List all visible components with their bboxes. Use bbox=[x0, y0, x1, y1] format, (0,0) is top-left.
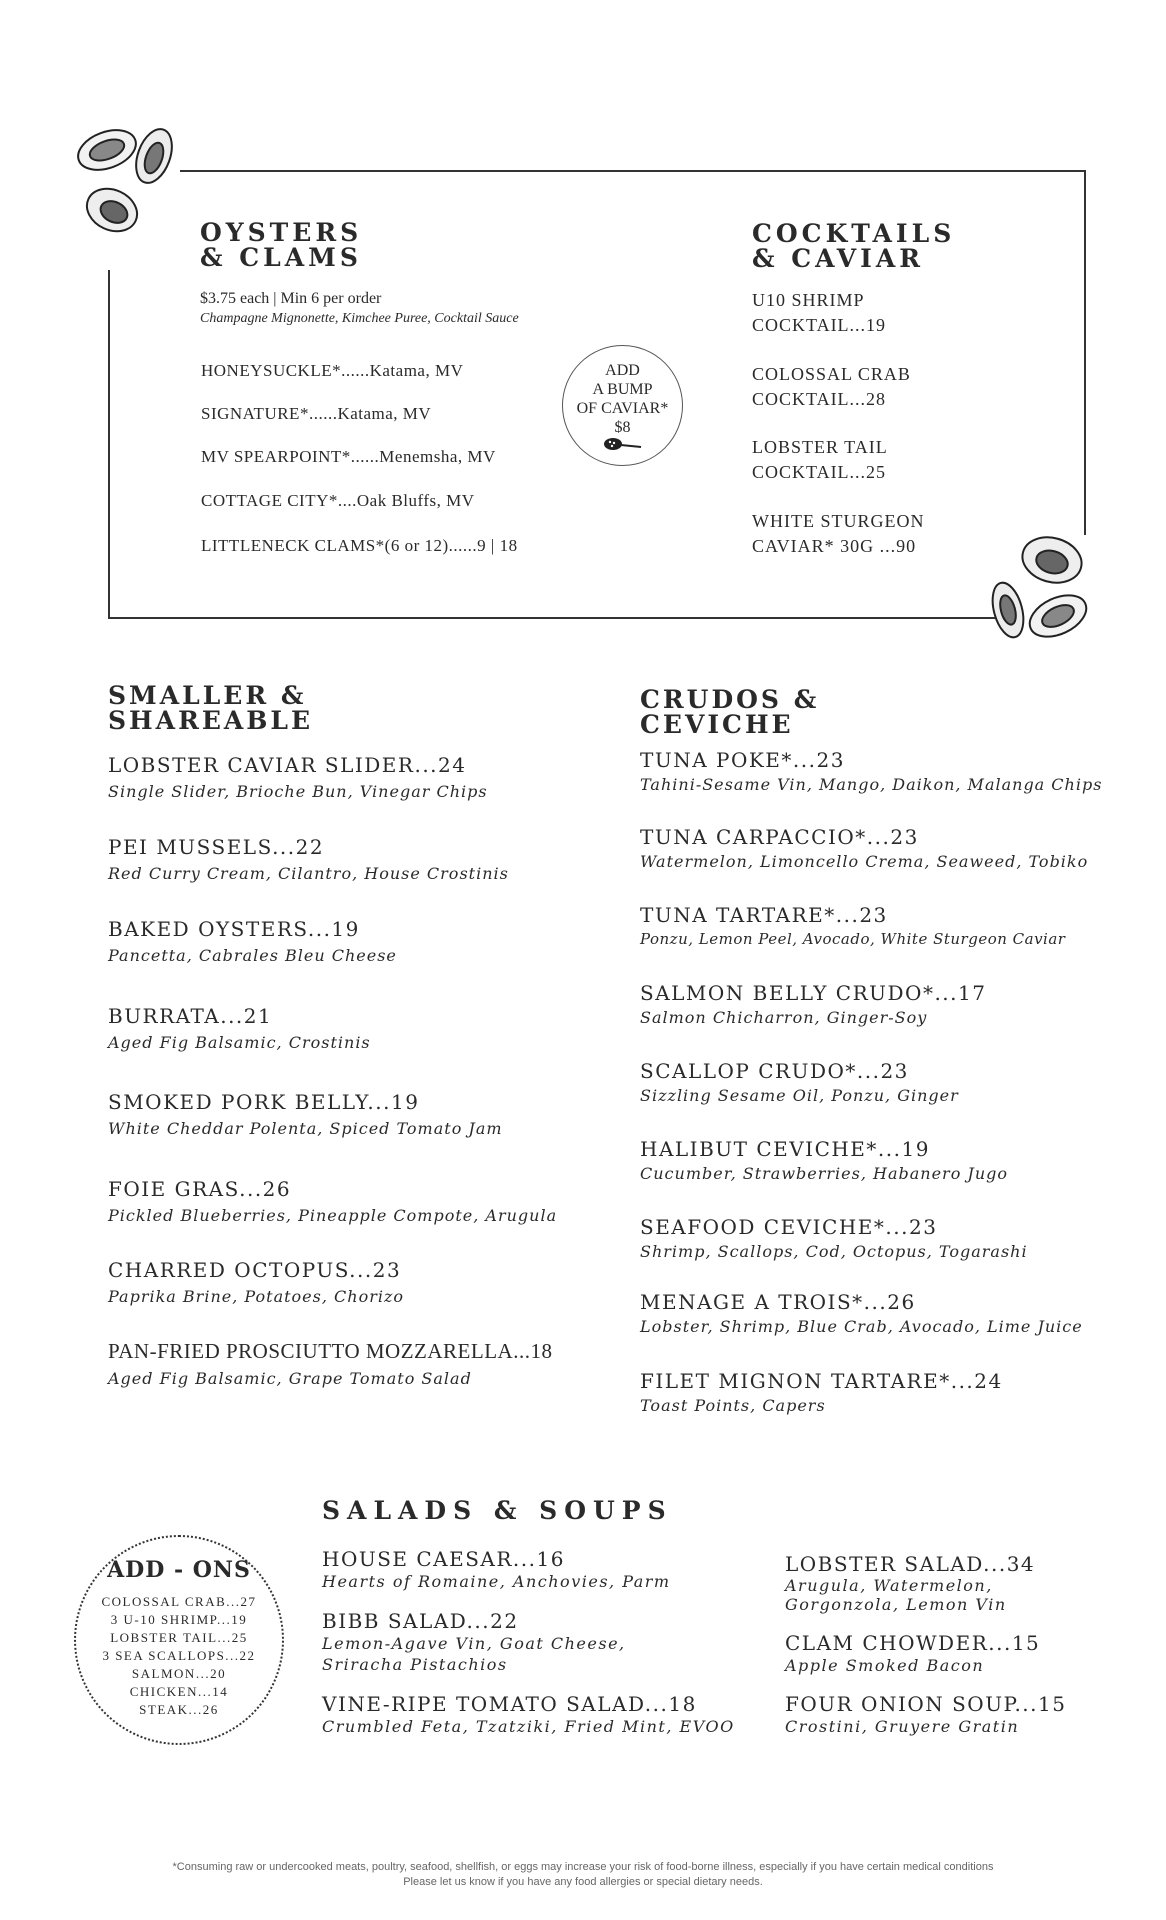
addon-item: SALMON...20 bbox=[131, 1666, 227, 1681]
dish-description: Toast Points, Capers bbox=[640, 1396, 826, 1415]
dish-description: Pickled Blueberries, Pineapple Compote, Arugula bbox=[108, 1206, 558, 1225]
oyster-item: HONEYSUCKLE*......Katama, MV bbox=[201, 361, 464, 380]
crudos-item bbox=[640, 1137, 1008, 1183]
crudos-item bbox=[640, 981, 986, 1027]
crudos-item bbox=[640, 1215, 1028, 1261]
crudos-title-line2: CEVICHE bbox=[640, 710, 794, 739]
addon-item: 3 SEA SCALLOPS...22 bbox=[102, 1648, 256, 1663]
dish-name: FOUR ONION SOUP...15 bbox=[785, 1692, 1067, 1716]
crudos-item bbox=[640, 1059, 959, 1105]
caviar-bump-price: $8 bbox=[614, 419, 631, 436]
dish-name: BAKED OYSTERS...19 bbox=[108, 917, 360, 941]
addons-list bbox=[76, 1593, 282, 1719]
smaller-item bbox=[108, 917, 397, 965]
dish-name: VINE-RIPE TOMATO SALAD...18 bbox=[322, 1692, 697, 1716]
dish-description: Salmon Chicharron, Ginger-Soy bbox=[640, 1008, 928, 1027]
oysters-section-title bbox=[200, 220, 362, 270]
smaller-item bbox=[108, 1090, 503, 1138]
salad-item bbox=[785, 1631, 1040, 1676]
salad-item bbox=[322, 1692, 735, 1737]
caviar-bump-badge bbox=[562, 345, 683, 466]
dish-description: Hearts of Romaine, Anchovies, Parm bbox=[322, 1572, 671, 1591]
oysters-title-line2: & CLAMS bbox=[200, 243, 362, 272]
smaller-title-line2: SHAREABLE bbox=[108, 706, 314, 735]
oyster-shells-icon bbox=[986, 528, 1096, 648]
dish-name: PAN-FRIED PROSCIUTTO MOZZARELLA...18 bbox=[108, 1339, 553, 1363]
cocktails-title-line2: & CAVIAR bbox=[752, 244, 925, 273]
dish-name: TUNA CARPACCIO*...23 bbox=[640, 825, 919, 849]
oysters-title-line1: OYSTERS bbox=[200, 218, 363, 247]
crudos-item bbox=[640, 825, 1088, 871]
oyster-shells-icon bbox=[72, 122, 182, 242]
dish-description: Paprika Brine, Potatoes, Chorizo bbox=[108, 1287, 405, 1306]
oyster-item: MV SPEARPOINT*......Menemsha, MV bbox=[201, 447, 496, 466]
smaller-item bbox=[108, 753, 488, 801]
crudos-title-line1: CRUDOS & bbox=[640, 685, 820, 714]
addon-item: 3 U-10 SHRIMP...19 bbox=[110, 1612, 248, 1627]
dish-name: SALMON BELLY CRUDO*...17 bbox=[640, 981, 987, 1005]
cocktails-section-title bbox=[752, 221, 955, 271]
smaller-title-line1: SMALLER & bbox=[108, 681, 307, 710]
oysters-sauces: Champagne Mignonette, Kimchee Puree, Cocktail Sauce bbox=[200, 311, 519, 326]
addon-item: STEAK...26 bbox=[139, 1702, 219, 1717]
dish-name: SCALLOP CRUDO*...23 bbox=[640, 1059, 909, 1083]
dish-name: SEAFOOD CEVICHE*...23 bbox=[640, 1215, 938, 1239]
smaller-item bbox=[108, 1177, 557, 1225]
dish-description: Red Curry Cream, Cilantro, House Crostinis bbox=[108, 864, 509, 883]
dish-name: CLAM CHOWDER...15 bbox=[785, 1631, 1041, 1655]
dish-name: FOIE GRAS...26 bbox=[108, 1177, 292, 1201]
cocktail-item-line2: COCKTAIL...25 bbox=[752, 462, 887, 482]
crudos-item bbox=[640, 903, 1065, 948]
smaller-item bbox=[108, 1339, 552, 1388]
addon-item: LOBSTER TAIL...25 bbox=[110, 1630, 248, 1645]
salads-section-title: SALADS & SOUPS bbox=[322, 1496, 673, 1525]
cocktail-item-line1: WHITE STURGEON bbox=[752, 511, 925, 531]
dish-description: Tahini-Sesame Vin, Mango, Daikon, Malanga Chips bbox=[640, 775, 1103, 794]
smaller-item bbox=[108, 1004, 371, 1052]
dish-name: BIBB SALAD...22 bbox=[322, 1609, 519, 1633]
cocktail-item bbox=[752, 362, 911, 412]
smaller-item bbox=[108, 835, 509, 883]
cocktail-item-line2: COCKTAIL...28 bbox=[752, 389, 887, 409]
addon-item: CHICKEN...14 bbox=[129, 1684, 229, 1699]
dish-name: BURRATA...21 bbox=[108, 1004, 273, 1028]
dish-description: Cucumber, Strawberries, Habanero Jugo bbox=[640, 1164, 1009, 1183]
salad-item bbox=[785, 1692, 1066, 1737]
addon-item: COLOSSAL CRAB...27 bbox=[101, 1594, 257, 1609]
cocktail-item-line2: COCKTAIL...19 bbox=[752, 315, 887, 335]
dish-description: Aged Fig Balsamic, Grape Tomato Salad bbox=[108, 1369, 472, 1388]
salad-item bbox=[322, 1609, 626, 1675]
cocktail-item bbox=[752, 509, 924, 559]
dish-name: FILET MIGNON TARTARE*...24 bbox=[640, 1369, 1003, 1393]
crudos-section-title bbox=[640, 687, 819, 737]
dish-description: Single Slider, Brioche Bun, Vinegar Chips bbox=[108, 782, 488, 801]
dish-name: TUNA TARTARE*...23 bbox=[640, 903, 888, 927]
dish-name: MENAGE A TROIS*...26 bbox=[640, 1290, 916, 1314]
dish-description: Aged Fig Balsamic, Crostinis bbox=[108, 1033, 371, 1052]
cocktail-item-line1: U10 SHRIMP bbox=[752, 290, 865, 310]
dish-name: LOBSTER CAVIAR SLIDER...24 bbox=[108, 753, 467, 777]
oyster-item: SIGNATURE*......Katama, MV bbox=[201, 404, 432, 423]
crudos-item bbox=[640, 1369, 1003, 1415]
dish-name: LOBSTER SALAD...34 bbox=[785, 1552, 1036, 1576]
salad-item bbox=[785, 1552, 1035, 1614]
dish-name: CHARRED OCTOPUS...23 bbox=[108, 1258, 402, 1282]
addons-badge bbox=[74, 1535, 284, 1745]
oysters-price: $3.75 each | Min 6 per order bbox=[200, 290, 382, 307]
dish-description: Gorgonzola, Lemon Vin bbox=[785, 1595, 1007, 1614]
caviar-bump-line1: ADD bbox=[605, 362, 640, 379]
dish-name: SMOKED PORK BELLY...19 bbox=[108, 1090, 420, 1114]
smaller-section-title bbox=[108, 683, 313, 733]
dish-description: Ponzu, Lemon Peel, Avocado, White Sturgeon Caviar bbox=[640, 930, 1066, 948]
dish-description: Shrimp, Scallops, Cod, Octopus, Togarashi bbox=[640, 1242, 1028, 1261]
caviar-spoon-icon bbox=[603, 437, 643, 451]
dish-description: White Cheddar Polenta, Spiced Tomato Jam bbox=[108, 1119, 503, 1138]
dish-description: Pancetta, Cabrales Bleu Cheese bbox=[108, 946, 397, 965]
disclaimer-line2: Please let us know if you have any food allergies or special dietary needs. bbox=[403, 1876, 763, 1888]
cocktail-item bbox=[752, 435, 888, 485]
dish-description: Lemon-Agave Vin, Goat Cheese, bbox=[322, 1634, 626, 1653]
dish-name: HOUSE CAESAR...16 bbox=[322, 1547, 565, 1571]
dish-name: TUNA POKE*...23 bbox=[640, 748, 845, 772]
cocktails-title-line1: COCKTAILS bbox=[752, 219, 956, 248]
dish-name: PEI MUSSELS...22 bbox=[108, 835, 325, 859]
dish-description: Watermelon, Limoncello Crema, Seaweed, Tobiko bbox=[640, 852, 1089, 871]
cocktail-item bbox=[752, 288, 886, 338]
oyster-item: LITTLENECK CLAMS*(6 or 12)......9 | 18 bbox=[201, 536, 518, 555]
cocktail-item-line1: COLOSSAL CRAB bbox=[752, 364, 911, 384]
oyster-item: COTTAGE CITY*....Oak Bluffs, MV bbox=[201, 491, 475, 510]
smaller-item bbox=[108, 1258, 404, 1306]
dish-description: Sizzling Sesame Oil, Ponzu, Ginger bbox=[640, 1086, 959, 1105]
disclaimer bbox=[0, 1860, 1166, 1890]
dish-description: Apple Smoked Bacon bbox=[785, 1656, 985, 1675]
salad-item bbox=[322, 1547, 671, 1592]
caviar-bump-line3: OF CAVIAR* bbox=[576, 400, 669, 417]
caviar-bump-line2: A BUMP bbox=[592, 381, 653, 398]
cocktail-item-line2: CAVIAR* 30G ...90 bbox=[752, 536, 917, 556]
dish-description: Crumbled Feta, Tzatziki, Fried Mint, EVOO bbox=[322, 1717, 735, 1736]
dish-description: Lobster, Shrimp, Blue Crab, Avocado, Lime Juice bbox=[640, 1317, 1083, 1336]
crudos-item bbox=[640, 748, 1102, 794]
dish-description: Crostini, Gruyere Gratin bbox=[785, 1717, 1020, 1736]
addons-title: ADD - ONS bbox=[107, 1557, 251, 1583]
dish-description: Sriracha Pistachios bbox=[322, 1655, 508, 1674]
dish-name: HALIBUT CEVICHE*...19 bbox=[640, 1137, 930, 1161]
dish-description: Arugula, Watermelon, bbox=[785, 1576, 993, 1595]
crudos-item bbox=[640, 1290, 1083, 1336]
cocktail-item-line1: LOBSTER TAIL bbox=[752, 437, 888, 457]
disclaimer-line1: *Consuming raw or undercooked meats, poultry, seafood, shellfish, or eggs may increase your risk of food-borne illness, especially if you have certain medical conditions bbox=[172, 1861, 994, 1873]
